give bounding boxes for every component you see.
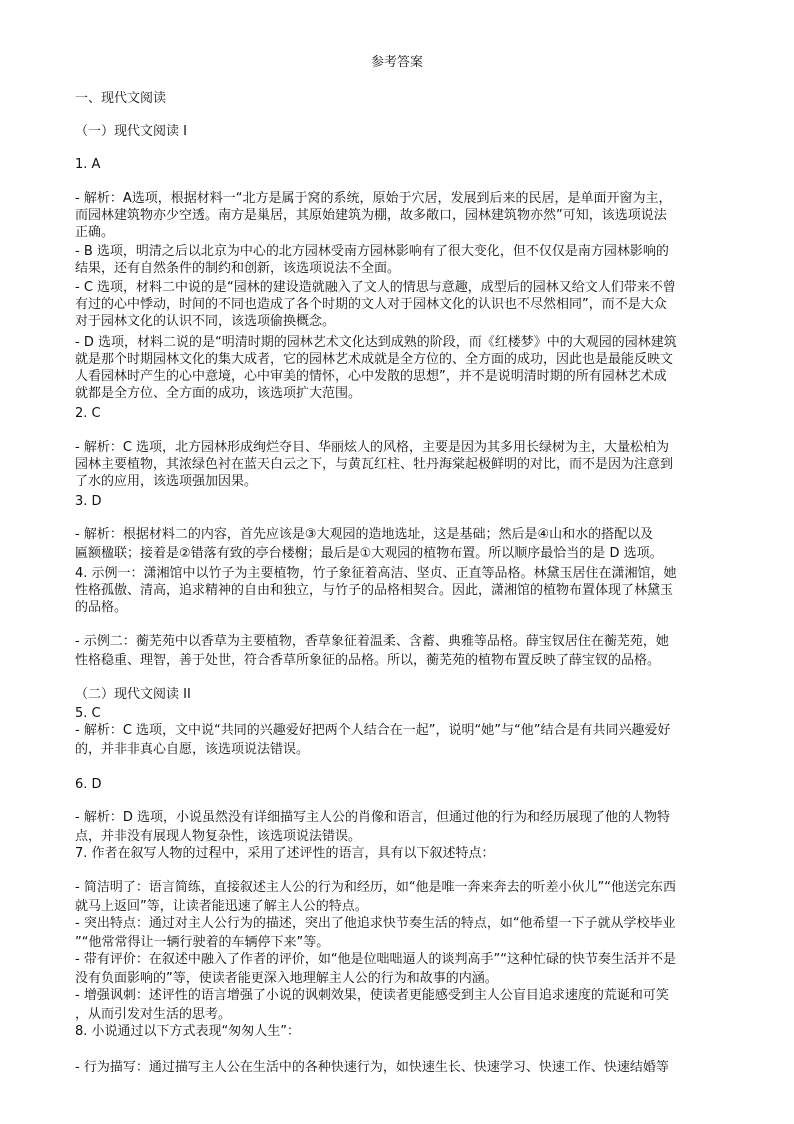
text-line: 园林主要植物，其浓绿色衬在蓝天白云之下，与黄瓦红柱、牡丹海棠起极鲜明的对比，而不是因为注意到	[75, 457, 674, 472]
text-line: 结果，还有自然条件的制约和创新，该选项说法不全面。	[75, 261, 401, 276]
document-title: 参考答案	[370, 55, 423, 70]
text-line: 人看园林时产生的心中意境，心中审美的情怀，心中发散的思想”，并不是说明清时期的所有园林艺术成	[75, 369, 667, 384]
answer-3: 3. D	[75, 494, 102, 509]
answer-6: 6. D	[75, 777, 102, 792]
text-line: 没有负面影响的”等，使读者能更深入地理解主人公的行为和故事的内涵。	[75, 971, 498, 986]
text-line: 就是那个时期园林文化的集大成者，它的园林艺术成就是全方位的、全方面的成功，因此也是最能反映文	[75, 352, 674, 367]
text-line: - 行为描写：通过描写主人公在生活中的各种快速行为，如快速生长、快速学习、快速工作、快速结婚等	[75, 1060, 669, 1075]
text-line: ”“他常常得让一辆行驶着的车辆停下来”等。	[75, 935, 330, 950]
text-line: - 示例二：蘅芜苑中以香草为主要植物，香草象征着温柔、含蓄、典雅等品格。薛宝钗居住在蘅芜苑，她	[75, 634, 669, 649]
text-line: 就马上返回”等，让读者能迅速了解主人公的特点。	[75, 899, 368, 914]
text-line: - 解析：D 选项，小说虽然没有详细描写主人公的肖像和语言，但通过他的行为和经历展现了他的人物特	[75, 810, 670, 825]
text-line: 性格稳重、理智，善于处世，符合香草所象征的品格。所以，蘅芜苑的植物布置反映了薛宝钗的品格。	[75, 653, 661, 668]
answer-8: 8. 小说通过以下方式表现“匆匆人生”：	[75, 1024, 301, 1039]
text-line: 有过的心中悸动，时间的不同也造成了各个时期的文人对于园林文化的认识也不尽然相同”，而不是大众	[75, 297, 667, 312]
text-line: - 带有评价：在叙述中融入了作者的评价，如“他是位咄咄逼人的谈判高手”“这种忙碌的快节奏生活并不是	[75, 952, 677, 967]
text-line: - 解析：根据材料二的内容，首先应该是③大观园的造地选址，这是基础；然后是④山和水的搭配以及	[75, 527, 654, 542]
text-line: ，从而引发对生活的思考。	[75, 1007, 232, 1022]
text-line: 的品格。	[75, 600, 128, 615]
answer-2: 2. C	[75, 406, 101, 421]
text-line: - 简洁明了：语言简练，直接叙述主人公的行为和经历，如“他是唯一奔来奔去的听差小伙儿”“他送完东西	[75, 880, 677, 895]
text-line: 正确。	[75, 225, 115, 240]
subsection-heading-reading-1: （一）现代文阅读 I	[75, 124, 187, 139]
text-line: - 解析：C 选项，文中说“共同的兴趣爱好把两个人结合在一起”，说明“她”与“他”结合是有共同兴趣爱好	[75, 723, 671, 738]
text-line: 点，并非没有展现人物复杂性，该选项说法错误。	[75, 829, 362, 844]
answer-5: 5. C	[75, 706, 101, 721]
answer-1: 1. A	[75, 157, 101, 172]
text-line: 匾额楹联；接着是②错落有致的亭台楼榭；最后是①大观园的植物布置。所以顺序最恰当的是 D 选项。	[75, 546, 663, 561]
text-line: 而园林建筑物亦少空透。南方是巢居，其原始建筑为棚，故多敞口，园林建筑物亦然”可知，该选项说法	[75, 208, 667, 223]
text-line: 的，并非非真心自愿，该选项说法错误。	[75, 742, 310, 757]
text-line: 性格孤傲、清高，追求精神的自由和独立，与竹子的品格相契合。因此，潇湘馆的植物布置体现了林黛玉	[75, 583, 674, 598]
text-line: - D 选项，材料二说的是“明清时期的园林艺术文化达到成熟的阶段，而《红楼梦》中的大观园的园林建筑	[75, 335, 677, 350]
answer-4: 4. 示例一：潇湘馆中以竹子为主要植物，竹子象征着高洁、坚贞、正直等品格。林黛玉居住在潇湘馆，她	[75, 566, 677, 581]
text-line: - 解析：C 选项，北方园林形成绚烂夺目、华丽炫人的风格，主要是因为其多用长绿树为主，大量松柏为	[75, 440, 670, 455]
text-line: 对于园林文化的认识不同，该选项偷换概念。	[75, 314, 336, 329]
text-line: - 解析：A选项，根据材料一“北方是属于窝的系统，原始于穴居，发展到后来的民居，是单面开窗为主，	[75, 191, 672, 206]
answer-7: 7. 作者在叙写人物的过程中，采用了述评性的语言，具有以下叙述特点：	[75, 846, 495, 861]
section-heading-modern-reading: 一、现代文阅读	[75, 91, 167, 106]
text-line: 了水的应用，该选项强加因果。	[75, 474, 258, 489]
text-line: - 增强讽刺：述评性的语言增强了小说的讽刺效果，使读者更能感受到主人公盲目追求速度的荒诞和可笑	[75, 988, 669, 1003]
text-line: 就都是全方位、全方面的成功，该选项扩大范围。	[75, 386, 362, 401]
subsection-heading-reading-2: （二）现代文阅读 II	[75, 687, 191, 702]
text-line: - B 选项，明清之后以北京为中心的北方园林受南方园林影响有了很大变化，但不仅仅是南方园林影响的	[75, 244, 669, 259]
text-line: - 突出特点：通过对主人公行为的描述，突出了他追求快节奏生活的特点，如“他希望一下子就从学校毕业	[75, 916, 676, 931]
text-line: - C 选项，材料二中说的是“园林的建设造就融入了文人的情思与意趣，成型后的园林又给文人们带来不曾	[75, 280, 676, 295]
